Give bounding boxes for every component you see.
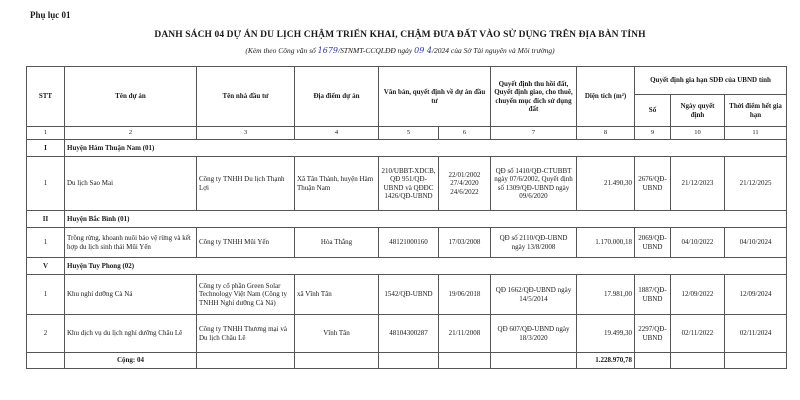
col-number: 10 [671, 127, 725, 140]
header-extension: Quyết định gia hạn SDĐ của UBND tỉnh [635, 67, 787, 95]
subtitle-middle: /STNMT-CCQLĐĐ ngày [338, 46, 413, 55]
cell-land-decision: QĐ số 1410/QĐ-CTUBBT ngày 07/6/2002, Quyết định số 1309/QĐ-UBND ngày 09/6/2020 [491, 157, 577, 211]
section-name: Huyện Hàm Thuận Nam (01) [65, 140, 787, 157]
total-empty [27, 353, 65, 369]
cell-ext-date: 02/11/2022 [671, 315, 725, 353]
table-row [27, 275, 787, 315]
cell-doc-number: 48121000160 [379, 228, 439, 258]
header-project-name: Tên dự án [65, 67, 197, 127]
cell-ext-date: 21/12/2023 [671, 157, 725, 211]
appendix-label: Phụ lục 01 [30, 10, 71, 20]
section-row [27, 258, 787, 275]
cell-land-decision: QĐ 607/QĐ-UBND ngày 18/3/2020 [491, 315, 577, 353]
table-row [27, 228, 787, 258]
cell-location: Vĩnh Tân [295, 315, 379, 353]
total-area: 1.228.970,78 [577, 353, 635, 369]
total-empty [635, 353, 671, 369]
cell-stt: 1 [27, 228, 65, 258]
header-approval-docs: Văn bản, quyết định về dự án đầu tư [379, 67, 491, 127]
total-empty [295, 353, 379, 369]
total-empty [379, 353, 439, 369]
document-subtitle [0, 46, 800, 55]
table-row [27, 157, 787, 211]
cell-project-name: Trồng rừng, khoanh nuôi bảo vệ rừng và kết hợp du lịch sinh thái Mũi Yến [65, 228, 197, 258]
total-empty [725, 353, 787, 369]
cell-investor: Công ty TNHH Mũi Yến [197, 228, 295, 258]
cell-ext-deadline: 21/12/2025 [725, 157, 787, 211]
cell-investor: Công ty TNHH Thương mại và Du lịch Châu Lê [197, 315, 295, 353]
cell-ext-number: 2676/QĐ-UBND [635, 157, 671, 211]
subtitle-suffix: /2024 của Sở Tài nguyên và Môi trường) [431, 46, 555, 55]
cell-investor: Công ty TNHH Du lịch Thạnh Lợi [197, 157, 295, 211]
cell-stt: 1 [27, 275, 65, 315]
total-empty [439, 353, 491, 369]
header-stt: STT [27, 67, 65, 127]
handwritten-doc-number: 1679 [317, 46, 338, 55]
cell-investor: Công ty cổ phần Green Solar Technology Việt Nam (Công ty TNHH Nghỉ dưỡng Cà Ná) [197, 275, 295, 315]
cell-project-name: Khu dịch vụ du lịch nghỉ dưỡng Châu Lê [65, 315, 197, 353]
subtitle-prefix: (Kèm theo Công văn số [245, 46, 316, 55]
cell-doc-number: 48104300287 [379, 315, 439, 353]
cell-doc-date: 19/06/2018 [439, 275, 491, 315]
section-row [27, 211, 787, 228]
section-number: II [27, 211, 65, 228]
col-number: 8 [577, 127, 635, 140]
cell-ext-date: 04/10/2022 [671, 228, 725, 258]
col-number: 11 [725, 127, 787, 140]
handwritten-date: 09 4 [414, 46, 432, 55]
col-number: 2 [65, 127, 197, 140]
section-number: I [27, 140, 65, 157]
header-location: Địa điểm dự án [295, 67, 379, 127]
cell-project-name: Khu nghỉ dưỡng Cà Ná [65, 275, 197, 315]
cell-area: 1.170.000,18 [577, 228, 635, 258]
header-land-decision: Quyết định thu hồi đất, Quyết định giao, cho thuê, chuyển mục đích sử dụng đất [491, 67, 577, 127]
header-area: Diện tích (m²) [577, 67, 635, 127]
col-number: 9 [635, 127, 671, 140]
cell-ext-deadline: 02/11/2024 [725, 315, 787, 353]
total-row [27, 353, 787, 369]
document-title: DANH SÁCH 04 DỰ ÁN DU LỊCH CHẬM TRIỂN KHAI, CHẬM ĐƯA ĐẤT VÀO SỬ DỤNG TRÊN ĐỊA BÀN TỈNH [154, 30, 646, 40]
cell-doc-date: 17/03/2008 [439, 228, 491, 258]
col-number: 5 [379, 127, 439, 140]
cell-ext-number: 2069/QĐ-UBND [635, 228, 671, 258]
cell-ext-number: 1887/QĐ-UBND [635, 275, 671, 315]
cell-area: 21.490,30 [577, 157, 635, 211]
total-empty [671, 353, 725, 369]
cell-ext-number: 2297/QĐ-UBND [635, 315, 671, 353]
cell-land-decision: QĐ số 2110/QĐ-UBND ngày 13/8/2008 [491, 228, 577, 258]
section-row [27, 140, 787, 157]
cell-location: Hòa Thắng [295, 228, 379, 258]
total-label: Cộng: 04 [65, 353, 197, 369]
col-number: 3 [197, 127, 295, 140]
header-ext-deadline: Thời điểm hết gia hạn [725, 95, 787, 127]
col-number: 6 [439, 127, 491, 140]
cell-ext-deadline: 04/10/2024 [725, 228, 787, 258]
cell-area: 19.499,30 [577, 315, 635, 353]
cell-stt: 2 [27, 315, 65, 353]
cell-ext-date: 12/09/2022 [671, 275, 725, 315]
section-number: V [27, 258, 65, 275]
section-name: Huyện Tuy Phong (02) [65, 258, 787, 275]
col-number: 1 [27, 127, 65, 140]
total-empty [197, 353, 295, 369]
cell-project-name: Du lịch Sao Mai [65, 157, 197, 211]
cell-area: 17.981,00 [577, 275, 635, 315]
cell-location: xã Vĩnh Tân [295, 275, 379, 315]
project-table [26, 66, 787, 369]
cell-doc-date: 22/01/2002 27/4/2020 24/6/2022 [439, 157, 491, 211]
column-number-row [27, 127, 787, 140]
header-investor: Tên nhà đầu tư [197, 67, 295, 127]
col-number: 7 [491, 127, 577, 140]
col-number: 4 [295, 127, 379, 140]
header-ext-number: Số [635, 95, 671, 127]
cell-land-decision: QĐ 1662/QĐ-UBND ngày 14/5/2014 [491, 275, 577, 315]
cell-doc-date: 21/11/2008 [439, 315, 491, 353]
section-name: Huyện Bắc Bình (01) [65, 211, 787, 228]
total-empty [491, 353, 577, 369]
cell-doc-number: 210/UBBT-XDCB, QĐ 951/QĐ-UBND và QĐĐC 1426/QĐ-UBND [379, 157, 439, 211]
cell-ext-deadline: 12/09/2024 [725, 275, 787, 315]
cell-stt: 1 [27, 157, 65, 211]
header-ext-date: Ngày quyết định [671, 95, 725, 127]
table-row [27, 315, 787, 353]
cell-location: Xã Tân Thành, huyện Hàm Thuận Nam [295, 157, 379, 211]
cell-doc-number: 1542/QĐ-UBND [379, 275, 439, 315]
